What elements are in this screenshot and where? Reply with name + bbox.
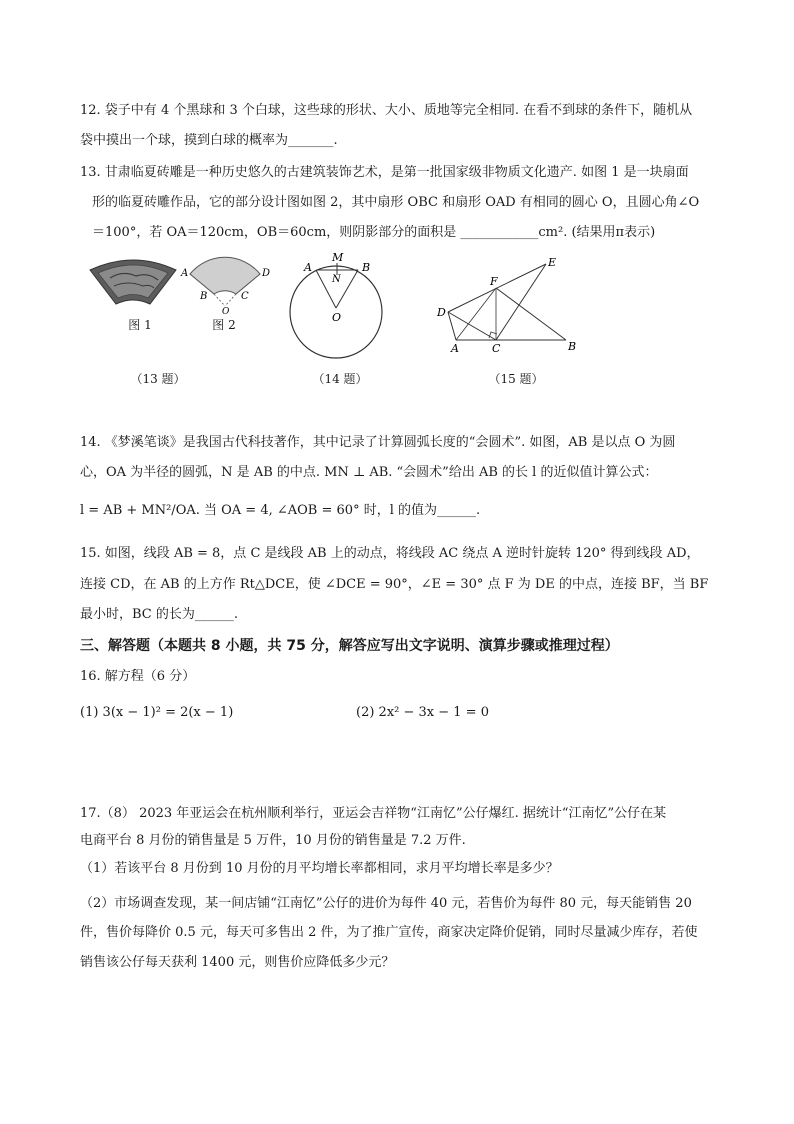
q16-equation-2: (2) 2x² − 3x − 1 = 0 bbox=[356, 705, 489, 720]
fig2-label-o: O bbox=[222, 307, 230, 314]
q13-line-1: 13. 甘肃临夏砖雕是一种历史悠久的古建筑装饰艺术，是第一批国家级非物质文化遗产. 如图 1 是一块扇面 bbox=[80, 165, 689, 180]
q16-equation-1: (1) 3(x − 1)² = 2(x − 1) bbox=[80, 705, 234, 720]
fig2-label-a: A bbox=[181, 268, 189, 279]
fig14-label-n: N bbox=[332, 274, 341, 285]
q13-line-3: ＝100°，若 OA＝120cm，OB＝60cm，则阴影部分的面积是 ____________cm². (结果用π表示) bbox=[92, 225, 656, 240]
q17-line-2: 电商平台 8 月份的销售量是 5 万件，10 月份的销售量是 7.2 万件. bbox=[80, 833, 466, 848]
q15-line-3: 最小时，BC 的长为______. bbox=[80, 607, 239, 622]
fig14-label-m: M bbox=[332, 251, 344, 264]
figure-14-circle bbox=[286, 250, 386, 362]
fig15-label-d: D bbox=[437, 306, 446, 319]
fig15-label-b: B bbox=[568, 340, 577, 353]
figure-15-triangles bbox=[434, 254, 584, 362]
fig15-label-a: A bbox=[451, 342, 459, 355]
fig14-label-o: O bbox=[332, 311, 342, 324]
q17-line-4: （2）市场调查发现，某一间店铺“江南忆”公仔的进价为每件 40 元，若售价为每件 80 元，每天能销售 20 bbox=[80, 896, 692, 911]
figure-2-sector-diagram bbox=[178, 252, 270, 314]
fig14-label-a: A bbox=[304, 261, 312, 274]
fig15-label-f: F bbox=[490, 275, 498, 288]
q13-line-2: 形的临夏砖雕作品，它的部分设计图如图 2，其中扇形 OBC 和扇形 OAD 有相同的圆心 O，且圆心角∠O bbox=[92, 195, 700, 210]
q12-line-1: 12. 袋子中有 4 个黑球和 3 个白球，这些球的形状、大小、质地等完全相同. 在看不到球的条件下，随机从 bbox=[80, 103, 693, 118]
q17-line-1: 17.（8） 2023 年亚运会在杭州顺利举行，亚运会吉祥物“江南忆”公仔爆红. 据统计“江南忆”公仔在某 bbox=[80, 806, 667, 821]
figure-1-caption: 图 1 bbox=[128, 318, 152, 332]
figure-1-brick-carving bbox=[88, 258, 178, 308]
q14-line-2: 心，OA 为半径的圆弧，N 是 AB 的中点. MN ⊥ AB. “会圆术”给出 AB 的长 l 的近似值计算公式： bbox=[80, 465, 658, 480]
figure-2-caption: 图 2 bbox=[212, 318, 236, 332]
section-3-heading: 三、解答题（本题共 8 小题，共 75 分，解答应写出文字说明、演算步骤或推理过程） bbox=[80, 638, 619, 654]
q17-line-5: 件，售价每降价 0.5 元，每天可多售出 2 件，为了推广宣传，商家决定降价促销，同时尽量减少库存，若使 bbox=[80, 925, 698, 940]
q16-title: 16. 解方程（6 分） bbox=[80, 669, 196, 684]
q15-figure-caption: （15 题） bbox=[488, 372, 544, 386]
fig2-label-c: C bbox=[241, 291, 249, 302]
q17-line-6: 销售该公仔每天获利 1400 元，则售价应降低多少元？ bbox=[80, 955, 395, 970]
q15-line-2: 连接 CD，在 AB 的上方作 Rt△DCE，使 ∠DCE = 90°，∠E = 30° 点 F 为 DE 的中点，连接 BF，当 BF bbox=[80, 577, 709, 592]
fig14-label-b: B bbox=[362, 261, 371, 274]
q14-line-3: l = AB + MN²/OA. 当 OA = 4, ∠AOB = 60° 时，l 的值为______. bbox=[80, 503, 481, 518]
fig2-label-d: D bbox=[262, 268, 270, 279]
fig15-label-c: C bbox=[492, 342, 501, 355]
fig2-label-b: B bbox=[200, 291, 208, 302]
q13-figure-caption: （13 题） bbox=[130, 372, 186, 386]
q14-figure-caption: （14 题） bbox=[312, 372, 368, 386]
q14-line-1: 14. 《梦溪笔谈》是我国古代科技著作，其中记录了计算圆弧长度的“会圆术”. 如图，AB 是以点 O 为圆 bbox=[80, 435, 676, 450]
fig15-label-e: E bbox=[548, 256, 557, 269]
q15-line-1: 15. 如图，线段 AB = 8，点 C 是线段 AB 上的动点，将线段 AC 绕点 A 逆时针旋转 120° 得到线段 AD， bbox=[80, 546, 700, 561]
q17-line-3: （1）若该平台 8 月份到 10 月份的月平均增长率都相同，求月平均增长率是多少？ bbox=[80, 861, 559, 876]
q12-line-2: 袋中摸出一个球，摸到白球的概率为_______. bbox=[80, 133, 338, 148]
